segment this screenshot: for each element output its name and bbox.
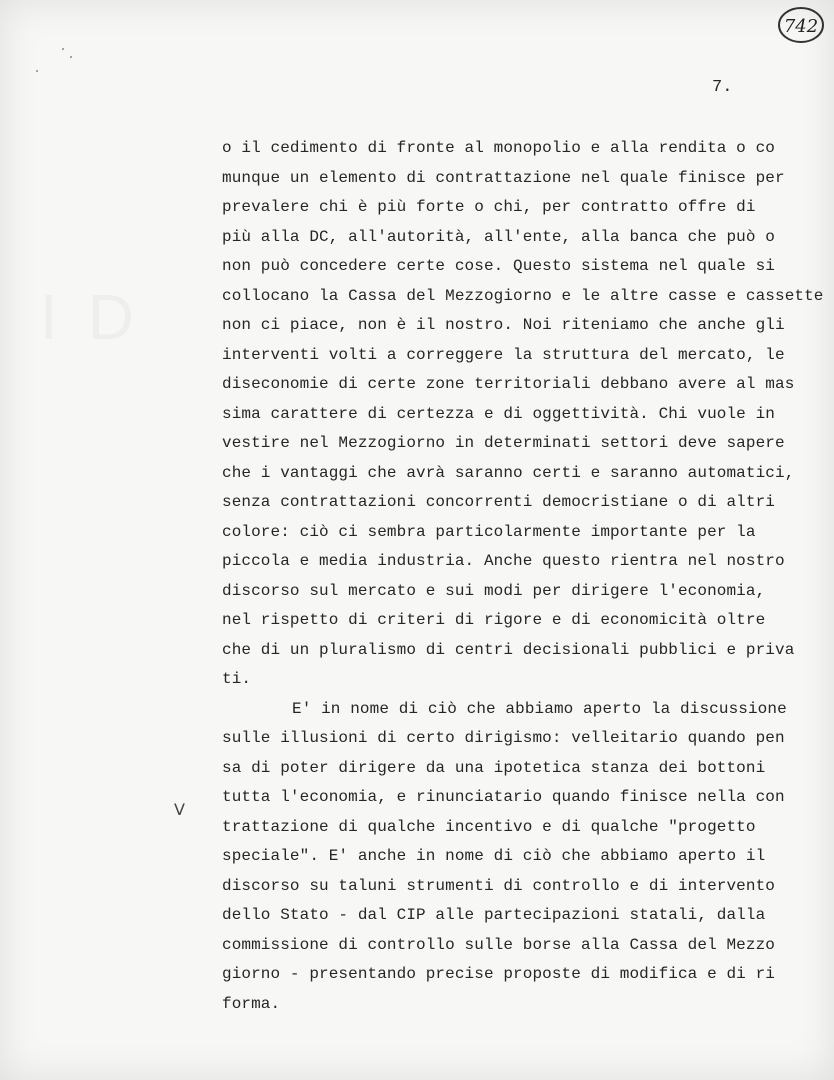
text-line: senza contrattazioni concorrenti democristiane o di altri xyxy=(222,493,775,511)
text-line: collocano la Cassa del Mezzogiorno e le altre casse e cassette xyxy=(222,286,824,305)
text-line: munque un elemento di contrattazione nel quale finisce per xyxy=(222,168,785,187)
text-line: che i vantaggi che avrà saranno certi e saranno automatici, xyxy=(222,463,795,482)
text-line: trattazione di qualche incentivo e di qualche "progetto xyxy=(222,817,756,836)
text-line: nel rispetto di criteri di rigore e di economicità oltre xyxy=(222,611,766,629)
archive-number: 742 xyxy=(783,16,819,37)
text-line: tutta l'economia, e rinunciatario quando finisce nella con xyxy=(222,788,785,806)
handwritten-circle-icon xyxy=(776,4,826,46)
margin-check-mark: V xyxy=(174,800,185,819)
archive-number-stamp xyxy=(776,4,826,46)
text-line: più alla DC, all'autorità, all'ente, alla banca che può o xyxy=(222,227,775,246)
paper-speck xyxy=(70,56,72,58)
text-line: sulle illusioni di certo dirigismo: velleitario quando pen xyxy=(222,729,785,747)
text-line: interventi volti a correggere la struttura del mercato, le xyxy=(222,345,785,364)
text-line: non ci piace, non è il nostro. Noi riteniamo che anche gli xyxy=(222,316,785,334)
text-line: giorno - presentando precise proposte di modifica e di ri xyxy=(222,965,775,983)
text-line: vestire nel Mezzogiorno in determinati settori deve sapere xyxy=(222,434,785,452)
text-line: piccola e media industria. Anche questo rientra nel nostro xyxy=(222,552,785,570)
bleed-through-shadow xyxy=(40,280,164,354)
text-line: diseconomie di certe zone territoriali debbano avere al mas xyxy=(222,375,795,393)
text-line: che di un pluralismo di centri decisionali pubblici e priva xyxy=(222,640,795,659)
text-line: commissione di controllo sulle borse alla Cassa del Mezzo xyxy=(222,935,775,954)
text-line: E' in nome di ciò che abbiamo aperto la discussione xyxy=(292,699,787,718)
paper-speck xyxy=(36,70,38,72)
text-line: sima carattere di certezza e di oggettività. Chi vuole in xyxy=(222,404,775,423)
text-line: discorso sul mercato e sui modi per dirigere l'economia, xyxy=(222,581,766,600)
text-line: discorso su taluni strumenti di controllo e di intervento xyxy=(222,876,775,895)
text-line: ti. xyxy=(222,670,252,688)
text-line: non può concedere certe cose. Questo sistema nel quale si xyxy=(222,257,775,275)
text-line: speciale". E' anche in nome di ciò che abbiamo aperto il xyxy=(222,847,766,865)
text-line: sa di poter dirigere da una ipotetica stanza dei bottoni xyxy=(222,758,766,777)
typed-body-text xyxy=(222,138,822,1023)
text-line: prevalere chi è più forte o chi, per contratto offre di xyxy=(222,198,756,216)
paper-speck xyxy=(62,48,64,50)
text-line: forma. xyxy=(222,994,281,1013)
text-line: o il cedimento di fronte al monopolio e alla rendita o co xyxy=(222,139,775,157)
text-line: colore: ciò ci sembra particolarmente importante per la xyxy=(222,522,756,541)
page-number: 7. xyxy=(712,78,733,97)
text-line: dello Stato - dal CIP alle partecipazioni statali, dalla xyxy=(222,906,766,924)
